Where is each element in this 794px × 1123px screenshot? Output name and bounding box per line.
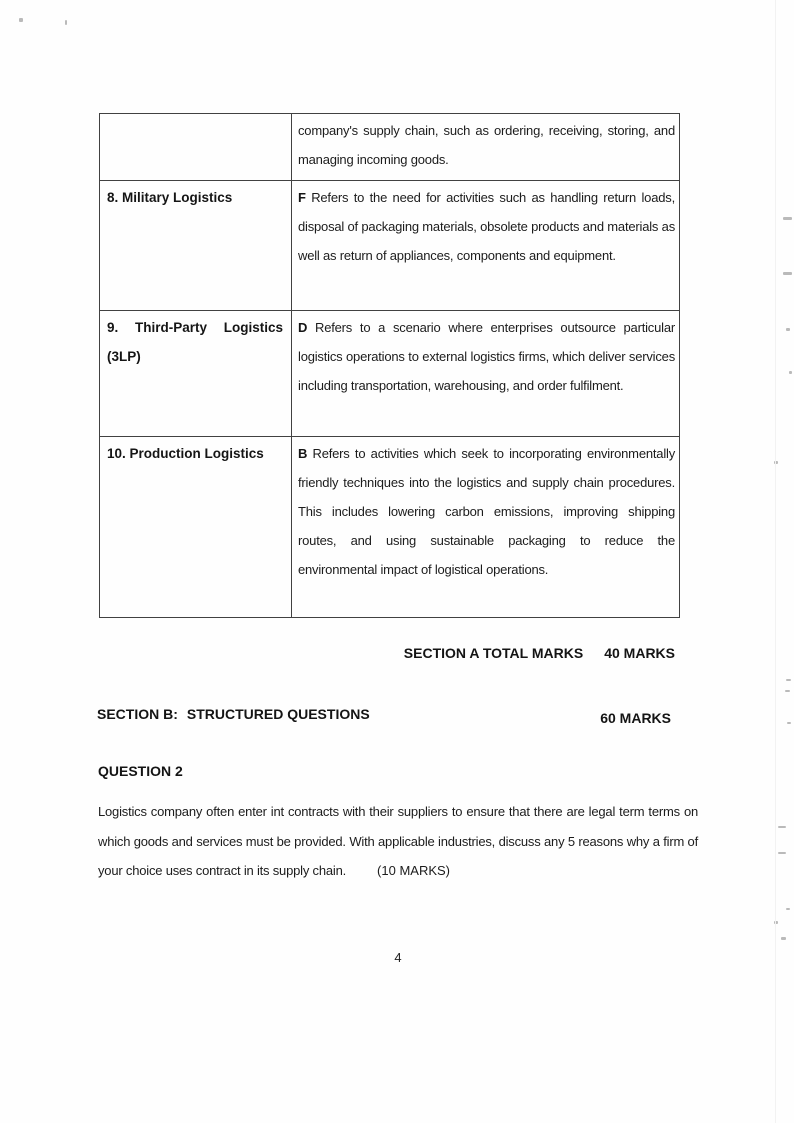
scan-artifact [786, 328, 790, 331]
term-cell [100, 311, 292, 437]
scan-fold-line [775, 0, 776, 1123]
section-b-heading [97, 706, 671, 726]
table-row [100, 114, 680, 181]
definition-text: Refers to activities which seek to incorporating environmentally friendly techniques into the logistics and supply chain procedures. This includes lowering carbon emissions, improving shipping routes, and using sustainable packaging to reduce the environmental impact of logistical operations. [298, 446, 675, 577]
section-b-prefix: SECTION B: [97, 706, 178, 722]
definition-cell [292, 114, 680, 181]
page-number: 4 [394, 950, 402, 965]
scan-artifact [783, 217, 792, 220]
scan-artifact [786, 908, 790, 910]
definition-letter: D [298, 320, 308, 335]
table-row [100, 311, 680, 437]
scan-artifact [65, 20, 67, 25]
table-row [100, 181, 680, 311]
definition-letter: B [298, 446, 308, 461]
scan-artifact [778, 826, 786, 828]
definition-cell [292, 437, 680, 618]
term-cell [100, 114, 292, 181]
scan-artifact [789, 371, 792, 374]
definition-text: Refers to the need for activities such as handling return loads, disposal of packaging materials, obsolete products and materials as well as return of appliances, components and equipment. [298, 190, 675, 263]
question-2-body [98, 797, 698, 886]
scan-artifact [787, 722, 791, 724]
term-cell [100, 181, 292, 311]
section-a-label: SECTION A TOTAL MARKS [403, 645, 584, 661]
question-2-text: Logistics company often enter int contracts with their suppliers to ensure that there are legal term terms on which goods and services must be provided. With applicable industries, discuss any 5 reasons why a firm of your choice uses contract in its supply chain. [98, 804, 698, 878]
scan-artifact [778, 852, 786, 854]
definition-cell [292, 311, 680, 437]
section-a-total [404, 645, 675, 661]
definition-letter: F [298, 190, 306, 205]
table-row [100, 437, 680, 618]
matching-table [99, 113, 680, 618]
scan-artifact [785, 690, 790, 692]
section-b-label: STRUCTURED QUESTIONS [186, 706, 370, 722]
definition-cell [292, 181, 680, 311]
definition-text: Refers to a scenario where enterprises outsource particular logistics operations to external logistics firms, which deliver services including transportation, warehousing, and order fulfilment. [298, 320, 675, 393]
section-a-marks: 40 MARKS [604, 645, 675, 661]
section-b-marks: 60 MARKS [600, 710, 671, 726]
term-text: 10. Production Logistics [107, 446, 264, 461]
question-2-heading: QUESTION 2 [98, 763, 183, 779]
term-cell [100, 437, 292, 618]
scan-artifact [781, 937, 786, 940]
scan-artifact [786, 679, 791, 681]
scan-artifact [783, 272, 792, 275]
definition-text: company's supply chain, such as ordering, receiving, storing, and managing incoming goods. [298, 123, 675, 167]
term-text: 9. Third-Party Logistics (3LP) [107, 320, 283, 364]
question-2-marks: (10 MARKS) [377, 863, 451, 878]
scan-artifact [19, 18, 23, 22]
term-text: 8. Military Logistics [107, 190, 233, 205]
